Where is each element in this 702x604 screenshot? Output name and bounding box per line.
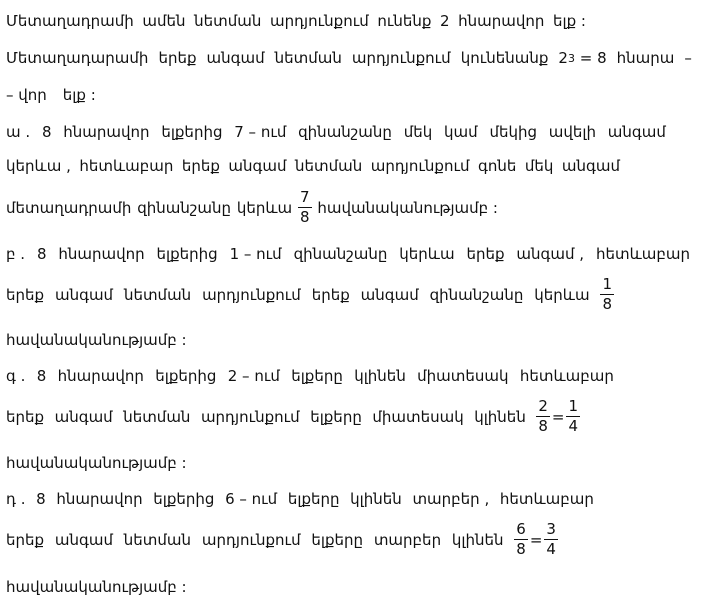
word: երեք	[6, 530, 45, 549]
fraction	[600, 277, 614, 312]
word: անգամ	[607, 123, 666, 141]
power-base: 2	[558, 49, 568, 67]
word: հավանականությամբ :	[6, 578, 187, 596]
word: կլինեն	[354, 367, 406, 385]
word: երեք	[311, 285, 350, 304]
word: Մետաղադարամի	[6, 49, 149, 67]
text-line-1	[6, 12, 586, 30]
word: 1 – ում	[229, 245, 282, 263]
word: 8	[36, 245, 47, 263]
word: ելքերից	[155, 367, 217, 385]
word: ելք :	[62, 86, 96, 104]
fraction-denominator: 4	[568, 417, 578, 435]
word: անգամ	[206, 49, 265, 67]
word: զինանշանը	[298, 123, 392, 141]
word: նետման	[123, 407, 191, 426]
fraction	[514, 522, 528, 557]
word: կունենանք	[460, 49, 549, 67]
word: անգամ	[54, 530, 113, 549]
word: ամեն	[142, 12, 186, 30]
word: տարբեր ,	[412, 490, 490, 508]
word: ա .	[6, 123, 31, 141]
word: հնարավոր	[57, 367, 144, 385]
word: կերևա	[534, 285, 590, 304]
word: կլինեն	[350, 490, 402, 508]
word: տարբեր	[373, 530, 442, 549]
word: զինանշանը	[429, 285, 524, 304]
word: նետման	[123, 285, 192, 304]
word: անգամ ,	[516, 245, 585, 263]
word: մեկ	[524, 157, 554, 175]
word: դ .	[6, 490, 26, 508]
word: – վոր	[6, 86, 47, 104]
fraction-denominator: 8	[602, 295, 612, 313]
text-line-10	[6, 367, 614, 385]
word: անգամ	[54, 407, 113, 426]
word: արդյունքում	[202, 285, 301, 304]
text-line-3	[6, 86, 694, 104]
word: 8	[41, 123, 52, 141]
text-line-12	[6, 454, 694, 472]
word: ելքերից	[156, 245, 218, 263]
text-line-14	[6, 522, 558, 557]
word: հետևաբար	[79, 157, 174, 175]
word: 7 – ում	[234, 123, 287, 141]
word: 2 – ում	[227, 367, 280, 385]
equals-sign: =	[529, 530, 543, 549]
word: հնարա	[616, 49, 675, 67]
fraction	[566, 399, 580, 434]
word: հետևաբար	[499, 490, 594, 508]
word: արդյունքում	[200, 407, 300, 426]
fraction-denominator: 8	[300, 208, 310, 226]
word: գ .	[6, 367, 26, 385]
word: միատեսակ	[372, 407, 464, 426]
fraction-numerator: 1	[568, 397, 578, 415]
word: հետևաբար	[519, 367, 614, 385]
text-line-2	[6, 49, 692, 67]
word: կլինեն	[474, 407, 526, 426]
fraction-numerator: 3	[546, 520, 556, 538]
word: հնարավոր	[56, 490, 143, 508]
word: մեկ	[403, 123, 433, 141]
word: 2	[440, 12, 450, 30]
word: հնարավոր	[58, 245, 145, 263]
word: 8	[36, 490, 46, 508]
text-line-5	[6, 157, 620, 175]
word: կերևա ,	[6, 157, 71, 175]
word: –	[684, 49, 692, 67]
text-line-4	[6, 123, 666, 141]
word: արդյունքում	[370, 157, 470, 175]
word: անգամ	[561, 157, 620, 175]
fraction	[536, 399, 550, 434]
word: հավանականությամբ :	[6, 331, 187, 349]
fraction-equation	[514, 522, 558, 557]
word: նետման	[123, 530, 192, 549]
word: ելքերը	[291, 367, 343, 385]
word: հետևաբար	[595, 245, 690, 263]
text-line-13	[6, 490, 594, 508]
word: նետման	[274, 49, 342, 67]
word: երեք	[6, 407, 45, 426]
word: երեք	[158, 49, 197, 67]
word: ելքերը	[311, 530, 364, 549]
word: արդյունքում	[201, 530, 301, 549]
text-line-9	[6, 331, 694, 349]
word: ելքերից	[161, 123, 223, 141]
word: կերևա	[236, 198, 293, 217]
word: նետման	[295, 157, 363, 175]
word: հնարավոր	[63, 123, 150, 141]
text-line-11	[6, 399, 580, 434]
word: մետաղադրամի	[6, 198, 132, 217]
word: կամ	[444, 123, 478, 141]
word: հնարավոր	[458, 12, 545, 30]
fraction-numerator: 6	[516, 520, 526, 538]
text-line-7	[6, 245, 690, 263]
fraction-denominator: 8	[516, 540, 526, 558]
fraction	[298, 190, 312, 225]
word: զինանշանը	[137, 198, 232, 217]
word: ելք :	[553, 12, 586, 30]
word: երեք	[6, 285, 45, 304]
equals-sign: =	[551, 407, 565, 426]
fraction	[544, 522, 558, 557]
word: 8	[36, 367, 47, 385]
power-result: = 8	[579, 49, 607, 67]
text-line-15	[6, 578, 694, 596]
word: զինանշանը	[293, 245, 388, 263]
fraction-denominator: 8	[538, 417, 548, 435]
word: երեք	[466, 245, 505, 263]
word: Մետաղադրամի	[6, 12, 134, 30]
word: մեկից	[489, 123, 537, 141]
power-exponent: 3	[567, 51, 575, 65]
fraction-numerator: 2	[538, 397, 548, 415]
fraction-equation	[536, 399, 580, 434]
text-line-6	[6, 190, 498, 225]
word: գոնե	[477, 157, 517, 175]
word: արդյունքում	[351, 49, 451, 67]
word: հավանականությամբ :	[317, 198, 498, 217]
word: կերևա	[399, 245, 455, 263]
word: բ .	[6, 245, 26, 263]
fraction-denominator: 4	[546, 540, 556, 558]
word: ավելի	[548, 123, 596, 141]
word: արդյունքում	[269, 12, 369, 30]
word: ելքերը	[287, 490, 340, 508]
word: հավանականությամբ :	[6, 454, 187, 472]
word: ելքերը	[310, 407, 362, 426]
word: անգամ	[54, 285, 114, 304]
word: ելքերից	[153, 490, 215, 508]
fraction-numerator: 7	[300, 188, 310, 206]
word: ունենք	[377, 12, 432, 30]
power-expression	[558, 49, 606, 67]
word: 6 – ում	[225, 490, 278, 508]
word: երեք	[181, 157, 220, 175]
word: նետման	[194, 12, 262, 30]
word: անգամ	[360, 285, 419, 304]
word: կլինեն	[451, 530, 504, 549]
word: անգամ	[228, 157, 287, 175]
fraction-numerator: 1	[602, 275, 612, 293]
word: միատեսակ	[417, 367, 509, 385]
text-line-8	[6, 277, 614, 312]
